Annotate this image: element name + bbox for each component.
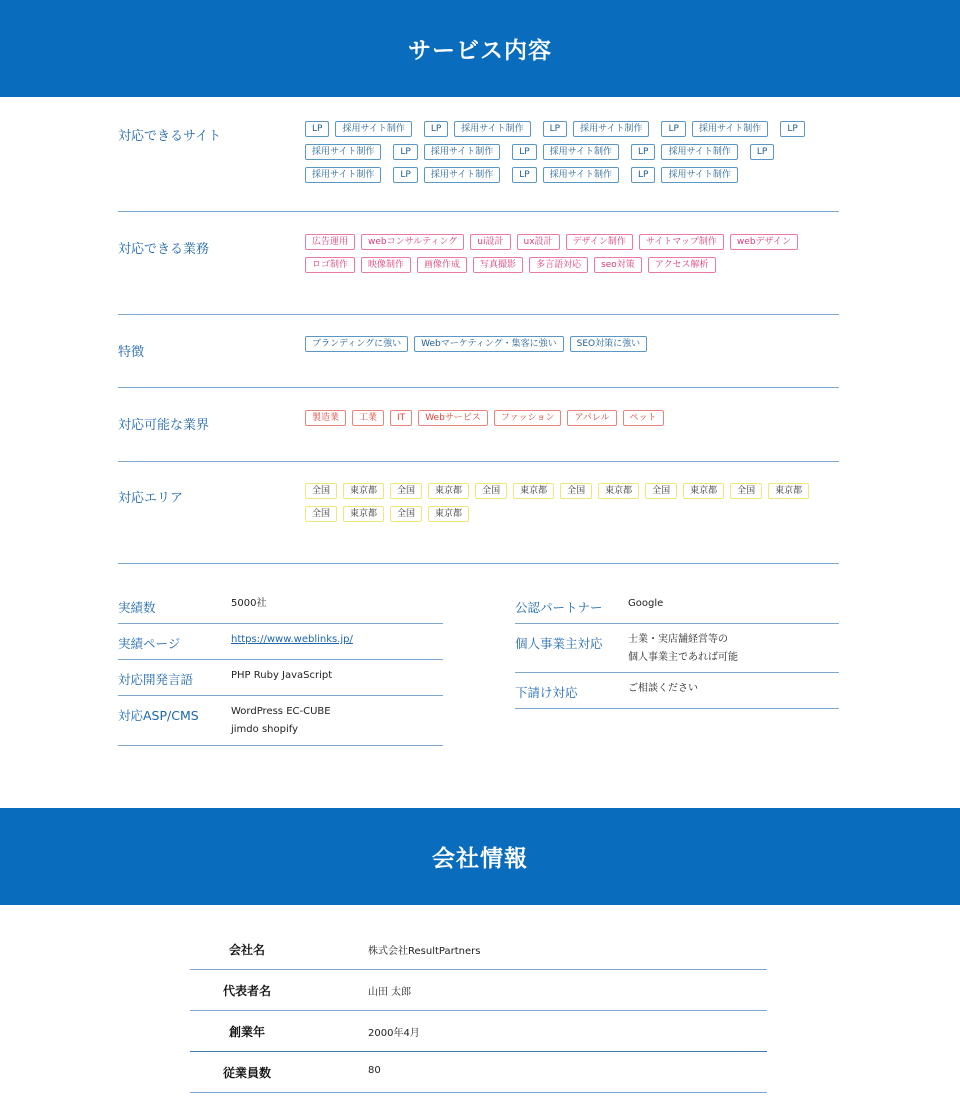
tag-industries: Webサービス — [418, 410, 488, 426]
info-value-line: 個人事業主であれば可能 — [628, 652, 738, 663]
tag-sites: LP — [512, 167, 536, 183]
tag-sites: 採用サイト制作 — [335, 121, 411, 137]
tag-tasks: 写真撮影 — [473, 257, 523, 273]
tag-areas: 東京都 — [683, 483, 724, 499]
tag-sites: 採用サイト制作 — [454, 121, 530, 137]
service-row-sites — [118, 97, 839, 212]
info-row-partner — [515, 588, 839, 624]
service-row-features — [118, 315, 839, 388]
info-value — [231, 631, 353, 649]
tag-areas: 東京都 — [428, 506, 469, 522]
tag-sites: 採用サイト制作 — [543, 144, 619, 160]
info-value — [628, 631, 738, 667]
tag-industries: 工業 — [352, 410, 384, 426]
tag-sites: LP — [424, 121, 448, 137]
service-row-tasks — [118, 212, 839, 315]
tag-tasks: 多言語対応 — [529, 257, 588, 273]
info-right-column — [515, 588, 839, 709]
info-row-results — [118, 588, 443, 624]
row-label-features: 特徴 — [118, 345, 145, 360]
tag-sites: LP — [512, 144, 536, 160]
services-heading: サービス内容 — [408, 38, 552, 64]
company-key: 創業年 — [228, 1025, 265, 1039]
info-value-line: WordPress EC-CUBE — [231, 706, 331, 717]
tag-features: SEO対策に強い — [570, 336, 647, 352]
tag-areas: 全国 — [475, 483, 507, 499]
tag-tasks: ux設計 — [517, 234, 560, 250]
tag-tasks: 広告運用 — [305, 234, 355, 250]
company-row-founded — [190, 1011, 767, 1052]
tag-areas: 東京都 — [598, 483, 639, 499]
info-value: PHP Ruby JavaScript — [231, 670, 333, 681]
tag-list-industries — [305, 410, 845, 433]
tag-areas: 東京都 — [768, 483, 809, 499]
tag-features: Webマーケティング・集客に強い — [414, 336, 564, 352]
tag-industries: ペット — [623, 410, 664, 426]
tag-sites: LP — [393, 144, 417, 160]
company-value: 株式会社ResultPartners — [368, 946, 481, 957]
company-row-employees — [190, 1052, 767, 1093]
tag-tasks: 画像作成 — [417, 257, 467, 273]
tag-tasks: seo対策 — [594, 257, 642, 273]
tag-sites: 採用サイト制作 — [543, 167, 619, 183]
company-info-table — [190, 929, 767, 1093]
info-key: 公認パートナー — [515, 600, 603, 615]
info-value-line: 士業・実店舗経営等の — [628, 634, 728, 645]
info-key: 下請け対応 — [515, 685, 578, 700]
tag-sites: LP — [780, 121, 804, 137]
company-key: 会社名 — [228, 943, 265, 957]
tag-tasks: 映像制作 — [361, 257, 411, 273]
tag-list-tasks — [305, 234, 845, 280]
info-key: 対応ASP/CMS — [118, 708, 199, 723]
company-row-representative — [190, 970, 767, 1011]
company-heading: 会社情報 — [432, 846, 528, 872]
info-row-languages — [118, 660, 443, 696]
info-value: Google — [628, 598, 664, 609]
tag-tasks: デザイン制作 — [566, 234, 633, 250]
tag-list-areas — [305, 483, 845, 529]
service-row-industries — [118, 388, 839, 462]
tag-features: ブランディングに強い — [305, 336, 408, 352]
company-value: 80 — [368, 1065, 381, 1076]
tag-sites: 採用サイト制作 — [661, 144, 737, 160]
tag-areas: 東京都 — [343, 506, 384, 522]
tag-sites: 採用サイト制作 — [305, 167, 381, 183]
tag-sites: 採用サイト制作 — [424, 167, 500, 183]
tag-areas: 全国 — [390, 506, 422, 522]
tag-areas: 全国 — [390, 483, 422, 499]
tag-list-features — [305, 336, 845, 359]
info-left-column — [118, 588, 443, 746]
info-value: 5000社 — [231, 598, 267, 609]
tag-sites: LP — [393, 167, 417, 183]
tag-tasks: アクセス解析 — [648, 257, 716, 273]
company-key: 従業員数 — [222, 1066, 271, 1080]
info-value-line: jimdo shopify — [231, 724, 298, 735]
tag-sites: LP — [661, 121, 685, 137]
tag-industries: ファッション — [494, 410, 562, 426]
tag-industries: 製造業 — [305, 410, 346, 426]
info-key: 実績数 — [118, 600, 156, 615]
row-label-sites: 対応できるサイト — [118, 129, 222, 144]
row-label-industries: 対応可能な業界 — [118, 418, 210, 433]
info-row-cms — [118, 696, 443, 746]
tag-tasks: サイトマップ制作 — [639, 234, 724, 250]
company-value: 2000年4月 — [368, 1028, 420, 1039]
info-row-subcontract — [515, 673, 839, 709]
info-value — [231, 703, 331, 739]
row-label-tasks: 対応できる業務 — [118, 242, 210, 257]
tag-list-sites — [305, 121, 845, 190]
tag-tasks: webデザイン — [730, 234, 798, 250]
tag-sites: 採用サイト制作 — [573, 121, 649, 137]
row-label-areas: 対応エリア — [118, 491, 184, 506]
tag-industries: アパレル — [567, 410, 616, 426]
info-row-sole-proprietor — [515, 624, 839, 673]
tag-sites: 採用サイト制作 — [424, 144, 500, 160]
tag-areas: 全国 — [305, 483, 337, 499]
tag-sites: 採用サイト制作 — [305, 144, 381, 160]
tag-areas: 全国 — [645, 483, 677, 499]
tag-sites: 採用サイト制作 — [692, 121, 768, 137]
tag-areas: 東京都 — [343, 483, 384, 499]
tag-sites: LP — [305, 121, 329, 137]
company-row-name — [190, 929, 767, 970]
info-key: 実績ページ — [118, 636, 181, 651]
tag-sites: LP — [631, 144, 655, 160]
company-header-band — [0, 808, 960, 905]
tag-tasks: ロゴ制作 — [305, 257, 355, 273]
tag-areas: 全国 — [730, 483, 762, 499]
info-key: 対応開発言語 — [118, 672, 194, 687]
services-header-band — [0, 0, 960, 97]
info-value: ご相談ください — [628, 683, 698, 694]
company-value: 山田 太郎 — [368, 987, 412, 998]
tag-industries: IT — [390, 410, 412, 426]
info-key: 個人事業主対応 — [515, 636, 603, 651]
tag-sites: 採用サイト制作 — [661, 167, 737, 183]
company-key: 代表者名 — [222, 984, 271, 998]
tag-sites: LP — [631, 167, 655, 183]
results-page-link[interactable]: https://www.weblinks.jp/ — [231, 634, 353, 645]
service-row-areas — [118, 462, 839, 564]
tag-areas: 東京都 — [513, 483, 554, 499]
tag-tasks: ui設計 — [470, 234, 510, 250]
tag-areas: 全国 — [560, 483, 592, 499]
tag-areas: 全国 — [305, 506, 337, 522]
tag-sites: LP — [750, 144, 774, 160]
tag-areas: 東京都 — [428, 483, 469, 499]
tag-tasks: webコンサルティング — [361, 234, 464, 250]
info-row-results-page — [118, 624, 443, 660]
tag-sites: LP — [543, 121, 567, 137]
